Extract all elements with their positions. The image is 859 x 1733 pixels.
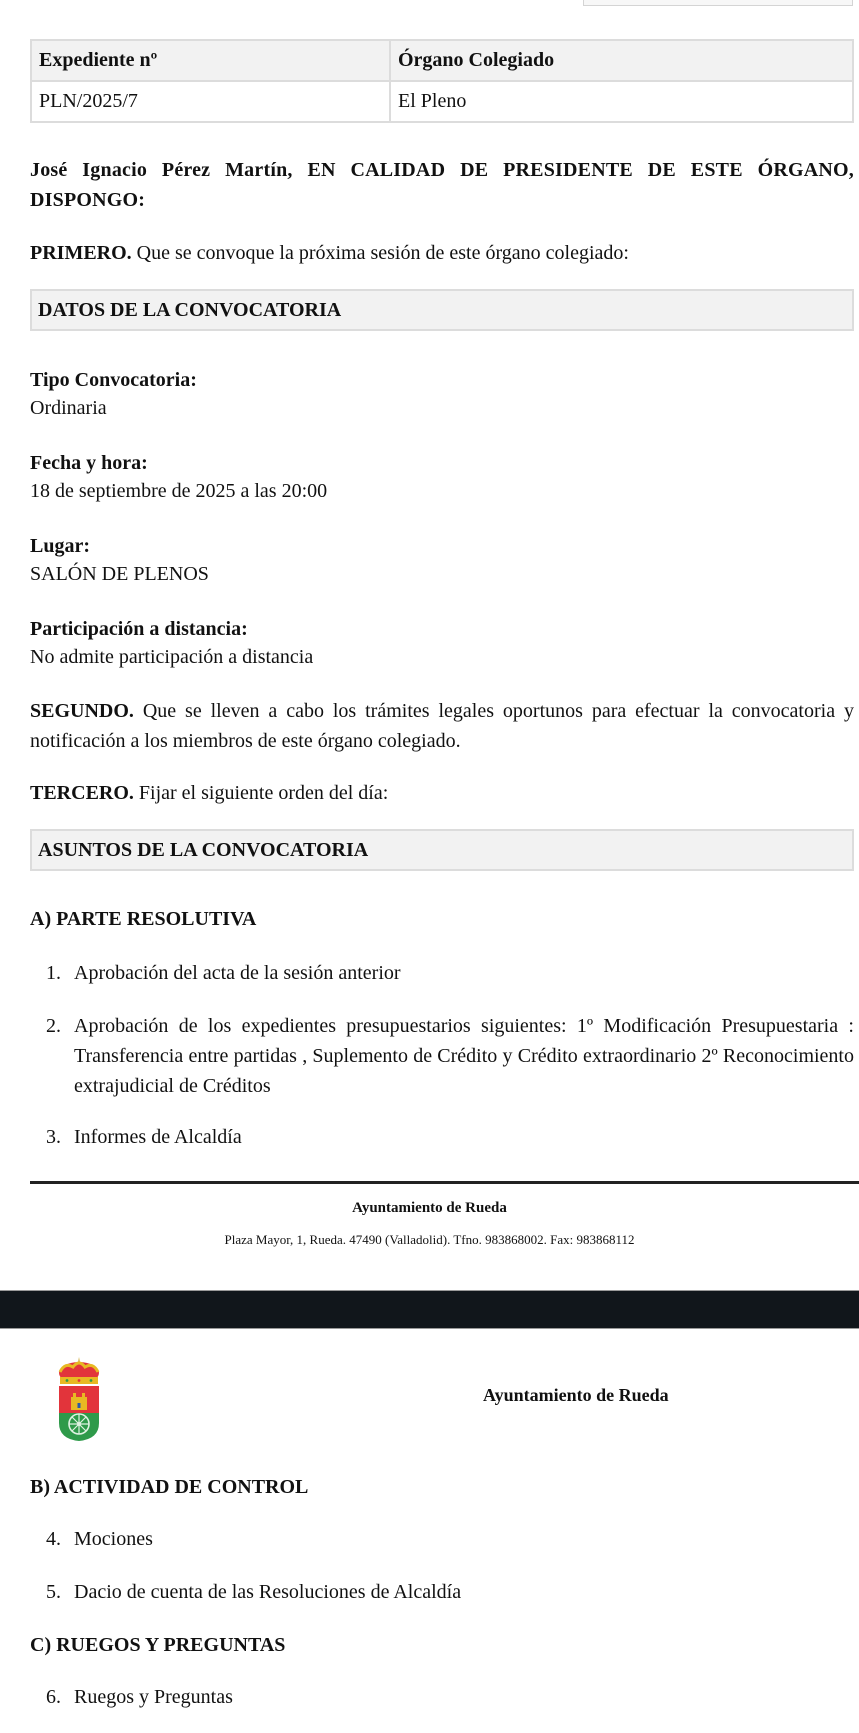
part-a-heading: A) PARTE RESOLUTIVA: [30, 908, 257, 930]
primero-text: Que se convoque la próxima sesión de este órgano colegiado:: [131, 242, 629, 264]
segundo-lead: SEGUNDO.: [30, 700, 134, 722]
cell-expediente: PLN/2025/7: [31, 81, 390, 122]
part-c-heading: C) RUEGOS Y PREGUNTAS: [30, 1634, 286, 1656]
table-row: [31, 81, 853, 122]
president-statement: José Ignacio Pérez Martín, EN CALIDAD DE PRESIDENTE DE ESTE ÓRGANO, DISPONGO:: [30, 159, 854, 211]
footer-divider: [30, 1181, 859, 1184]
page-separator: [0, 1290, 859, 1329]
field-label-fecha: Fecha y hora:: [30, 452, 148, 474]
field-value-fecha: 18 de septiembre de 2025 a las 20:00: [30, 480, 328, 502]
item-number: 5.: [46, 1581, 61, 1603]
field-value-participacion: No admite participación a distancia: [30, 646, 314, 668]
list-item: [46, 1011, 854, 1101]
field-label-lugar: Lugar:: [30, 535, 90, 557]
primero-lead: PRIMERO.: [30, 242, 132, 264]
next-page-header-title: Ayuntamiento de Rueda: [483, 1385, 669, 1405]
table-header-row: [31, 40, 853, 81]
footer-title: Ayuntamiento de Rueda: [352, 1200, 507, 1216]
item-text: Aprobación de los expedientes presupuestarios siguientes: 1º Modificación Presupuestaria : Transferencia entre partidas , Suplemento de Crédito y Crédito extraordinario 2º Reconocimiento extrajudicial de Créditos: [74, 1015, 854, 1097]
list-item: [46, 1122, 854, 1152]
field-label-tipo: Tipo Convocatoria:: [30, 369, 197, 391]
expediente-table: [30, 39, 854, 123]
cell-organo: El Pleno: [390, 81, 853, 122]
tercero-text: Fijar el siguiente orden del día:: [133, 782, 389, 804]
footer-address: Plaza Mayor, 1, Rueda. 47490 (Valladolid). Tfno. 983868002. Fax: 983868112: [224, 1232, 635, 1247]
item-text: Informes de Alcaldía: [74, 1126, 242, 1148]
primero-paragraph: [30, 238, 854, 268]
segundo-paragraph: [30, 696, 854, 756]
list-item: [46, 1682, 854, 1712]
item-number: 3.: [46, 1126, 61, 1148]
item-text: Dacio de cuenta de las Resoluciones de Alcaldía: [74, 1581, 462, 1603]
item-number: 6.: [46, 1686, 61, 1708]
field-label-participacion: Participación a distancia:: [30, 618, 248, 640]
segundo-text: Que se lleven a cabo los trámites legales oportunos para efectuar la convocatoria y notificación a los miembros de este órgano colegiado.: [30, 700, 854, 752]
item-text: Aprobación del acta de la sesión anterior: [74, 962, 401, 984]
part-b-heading: B) ACTIVIDAD DE CONTROL: [30, 1476, 309, 1498]
item-number: 1.: [46, 962, 61, 984]
field-value-lugar: SALÓN DE PLENOS: [30, 563, 209, 585]
item-number: 4.: [46, 1528, 61, 1550]
field-value-tipo: Ordinaria: [30, 397, 107, 419]
previous-element-box: [583, 0, 853, 6]
list-item: [46, 958, 854, 988]
header-organo: Órgano Colegiado: [390, 40, 853, 81]
coat-of-arms-icon: [55, 1355, 103, 1441]
header-expediente: Expediente nº: [31, 40, 390, 81]
tercero-lead: TERCERO.: [30, 782, 134, 804]
item-text: Mociones: [74, 1528, 153, 1550]
tercero-paragraph: [30, 778, 854, 808]
asuntos-section-header: ASUNTOS DE LA CONVOCATORIA: [30, 829, 854, 871]
item-number: 2.: [46, 1015, 61, 1037]
item-text: Ruegos y Preguntas: [74, 1686, 233, 1708]
list-item: [46, 1577, 854, 1607]
datos-section-header: DATOS DE LA CONVOCATORIA: [30, 289, 854, 331]
list-item: [46, 1524, 854, 1554]
